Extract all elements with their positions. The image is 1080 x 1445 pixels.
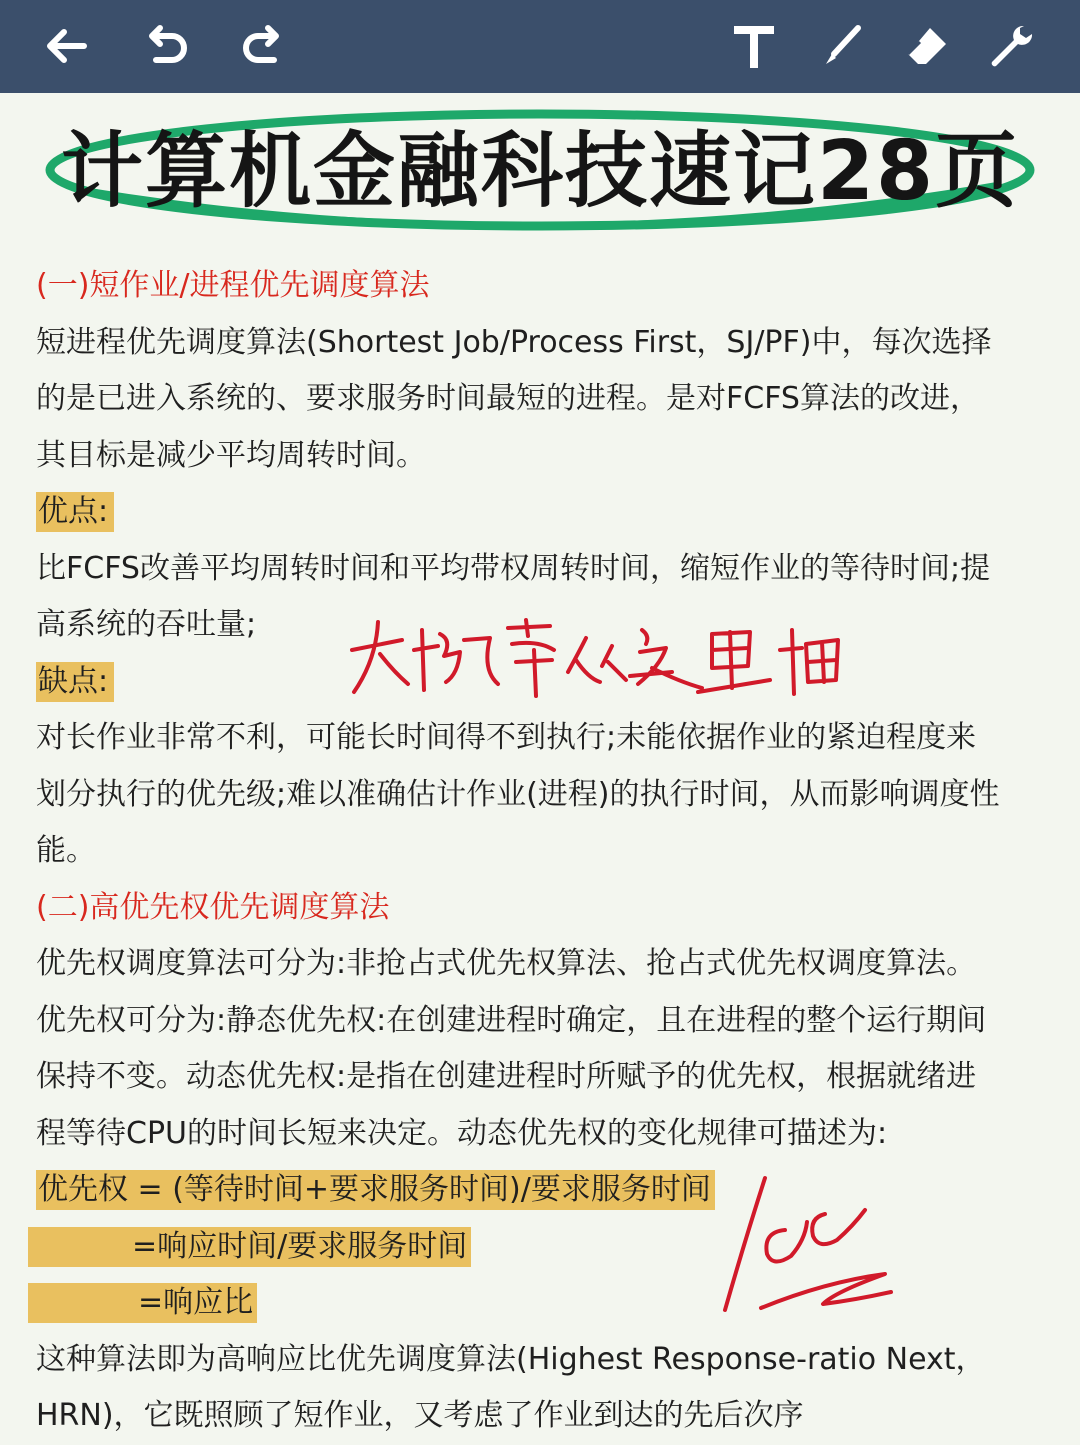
paragraph-line: 划分执行的优先级;难以准确估计作业(进程)的执行时间，从而影响调度性	[36, 776, 1000, 812]
note-content	[36, 258, 1046, 1445]
formula-line: =响应时间/要求服务时间	[28, 1227, 471, 1267]
paragraph-line: 其目标是减少平均周转时间。	[36, 437, 426, 473]
paragraph-line: 比FCFS改善平均周转时间和平均带权周转时间，缩短作业的等待时间;提	[36, 550, 991, 586]
redo-icon[interactable]	[230, 14, 294, 78]
paragraph-line: 保持不变。动态优先权:是指在创建进程时所赋予的优先权，根据就绪进	[36, 1059, 977, 1094]
paragraph-line: 优先权调度算法可分为:非抢占式优先权算法、抢占式优先权调度算法。	[36, 946, 977, 981]
paragraph-line: HRN)，它既照顾了短作业，又考虑了作业到达的先后次序	[36, 1398, 804, 1433]
formula-line: 优先权 = (等待时间+要求服务时间)/要求服务时间	[36, 1170, 715, 1210]
paragraph-line: 优先权可分为:静态优先权:在创建进程时确定，且在进程的整个运行期间	[36, 1002, 987, 1038]
toolbar	[0, 0, 1080, 93]
paragraph-line: 对长作业非常不利，可能长时间得不到执行;未能依据作业的紧迫程度来	[36, 720, 977, 755]
text-tool-icon[interactable]	[722, 14, 786, 78]
paragraph-line: 能。	[36, 833, 96, 868]
paragraph-line: 短进程优先调度算法(Shortest Job/Process First，SJ/PF)中，每次选择	[36, 324, 992, 360]
wrench-icon[interactable]	[978, 14, 1042, 78]
pros-label: 优点:	[36, 492, 114, 532]
paragraph-line: 的是已进入系统的、要求服务时间最短的进程。是对FCFS算法的改进，	[36, 381, 980, 416]
section-heading: (一)短作业/进程优先调度算法	[36, 268, 430, 303]
paragraph-line: 程等待CPU的时间长短来决定。动态优先权的变化规律可描述为:	[36, 1115, 888, 1151]
paragraph-line: 这种算法即为高响应比优先调度算法(Highest Response-ratio Next，	[36, 1341, 986, 1377]
section-heading: (二)高优先权优先调度算法	[36, 889, 390, 925]
formula-line: =响应比	[28, 1283, 257, 1323]
back-arrow-icon[interactable]	[34, 14, 98, 78]
title-block	[40, 100, 1040, 250]
eraser-icon[interactable]	[894, 14, 958, 78]
cons-label: 缺点:	[36, 662, 114, 702]
pen-icon[interactable]	[810, 14, 874, 78]
paragraph-line: 高系统的吞吐量;	[36, 607, 257, 642]
page-title: 计算机金融科技速记28页	[60, 124, 1020, 219]
undo-icon[interactable]	[134, 14, 198, 78]
